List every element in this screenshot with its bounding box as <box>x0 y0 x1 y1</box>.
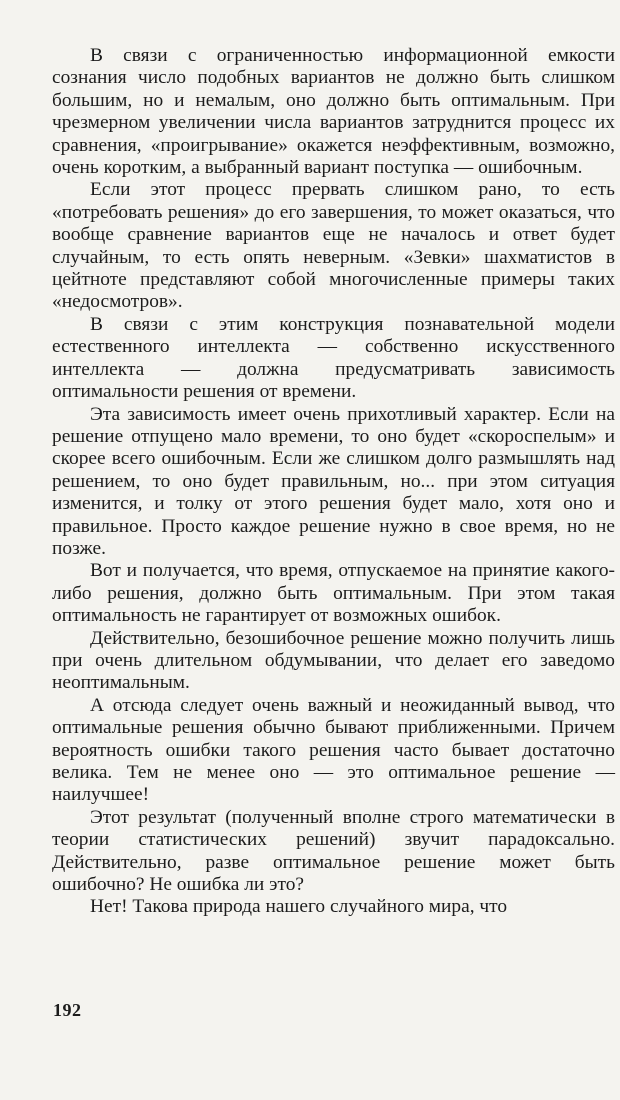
paragraph: В связи с ограниченностью информационной емкости сознания число подобных вариантов не должно быть слишком большим, но и немалым, оно должно быть оптимальным. При чрезмерном увеличении числа вариантов затруднится процесс их сравнения, «проигрывание» окажется неэффективным, возможно, очень коротким, а выбранный вариант поступка — ошибочным. <box>52 45 615 179</box>
body-text <box>52 45 615 919</box>
paragraph: А отсюда следует очень важный и неожиданный вывод, что оптимальные решения обычно бывают приближенными. Причем вероятность ошибки такого решения часто бывает достаточно велика. Тем не менее оно — это оптимальное решение — наилучшее! <box>52 694 615 806</box>
paragraph: Нет! Такова природа нашего случайного мира, что <box>90 896 508 918</box>
page-number: 192 <box>53 1000 82 1020</box>
paragraph: Если этот процесс прервать слишком рано, то есть «потребовать решения» до его завершения, то может оказаться, что вообще сравнение вариантов еще не началось и ответ будет случайным, то есть опять неверным. «Зевки» шахматистов в цейтноте представляют собой многочисленные примеры таких «недосмотров». <box>52 179 615 313</box>
paragraph: Этот результат (полученный вполне строго математически в теории статистических решений) звучит парадоксально. Действительно, разве оптимальное решение может быть ошибочно? Не ошибка ли это? <box>52 806 615 896</box>
paragraph: В связи с этим конструкция познавательной модели естественного интеллекта — собственно искусственного интеллекта — должна предусматривать зависимость оптимальности решения от времени. <box>52 313 615 403</box>
paragraph: Действительно, безошибочное решение можно получить лишь при очень длительном обдумывании, что делает его заведомо неоптимальным. <box>52 627 615 694</box>
paragraph: Вот и получается, что время, отпускаемое на принятие какого-либо решения, должно быть оптимальным. При этом такая оптимальность не гарантирует от возможных ошибок. <box>52 560 615 627</box>
paragraph: Эта зависимость имеет очень прихотливый характер. Если на решение отпущено мало времени, то оно будет «скороспелым» и скорее всего ошибочным. Если же слишком долго размышлять над решением, то оно будет правильным, но... при этом ситуация изменится, и толку от этого решения будет мало, хотя оно и правильное. Просто каждое решение нужно в свое время, но не позже. <box>52 403 615 559</box>
